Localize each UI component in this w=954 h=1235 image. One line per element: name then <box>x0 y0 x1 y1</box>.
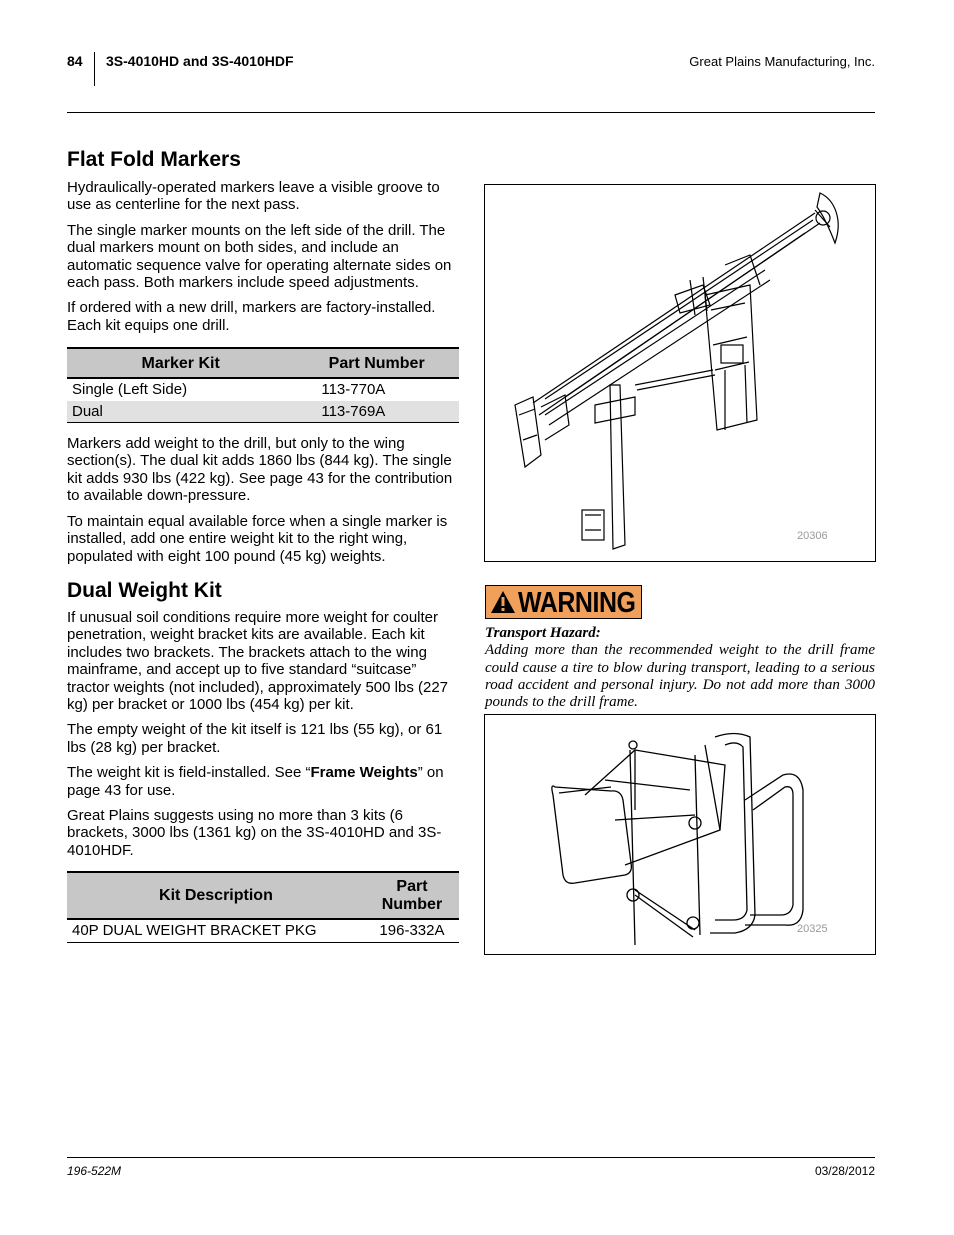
warning-triangle-icon <box>490 590 516 614</box>
text-run: ” on page 43 for use. <box>67 764 444 799</box>
table-header-part-number <box>365 872 459 919</box>
table-header-part-number: Part Number <box>294 348 459 378</box>
cross-reference-link[interactable]: Frame Weights <box>310 764 418 782</box>
marker-kit-table <box>67 347 459 423</box>
header-divider <box>94 52 95 86</box>
table-cell: Dual <box>67 401 294 423</box>
weight-bracket-drawing <box>485 715 875 954</box>
table-row <box>67 378 459 400</box>
header-text: Part Number <box>381 877 443 913</box>
dual-weight-section <box>67 579 459 943</box>
company-name: Great Plains Manufacturing, Inc. <box>689 54 875 69</box>
paragraph <box>67 764 459 799</box>
table-cell: Single (Left Side) <box>72 381 188 399</box>
document-number: 196-522M <box>67 1164 122 1178</box>
table-cell: 113-770A <box>321 381 386 399</box>
table-cell: 196-332A <box>365 919 459 942</box>
figure-id: 20325 <box>797 923 828 935</box>
table-header-marker-kit: Marker Kit <box>67 348 294 378</box>
paragraph: If unusual soil conditions require more weight for coulter penetration, weight bracket kits are available. Each kit includes two brackets. The brackets attach to the wing mainframe, and accept up to five standard “suitcase” tractor weights (not included), approximately 500 lbs (227 kg) per bracket or 1000 lbs (454 kg) per kit. <box>67 609 449 714</box>
table-cell: 40P DUAL WEIGHT BRACKET PKG <box>67 919 365 942</box>
flat-fold-section <box>67 148 459 565</box>
paragraph: The single marker mounts on the left side of the drill. The dual markers mount on both sides, and include an automatic sequence valve for operating alternate sides on each pass. Both markers include speed adjustments. <box>67 221 452 292</box>
paragraph: The empty weight of the kit itself is 121 lbs (55 kg), or 61 lbs (28 kg) per bracket. <box>67 721 443 756</box>
paragraph: Markers add weight to the drill, but only to the wing section(s). The dual kit adds 1860 lbs (844 kg). The single kit adds 930 lbs (422 kg). See page 43 for the contribution to available down-pressure. <box>67 435 453 505</box>
table-row <box>67 401 459 423</box>
figure-id: 20306 <box>797 530 828 542</box>
paragraph: If ordered with a new drill, markers are factory-installed. Each kit equips one drill. <box>67 299 436 334</box>
marker-drawing <box>485 185 875 561</box>
weight-kit-table <box>67 871 459 942</box>
table-cell: 113-769A <box>294 401 459 423</box>
document-title: 3S-4010HD and 3S-4010HDF <box>106 53 294 69</box>
weight-bracket-illustration <box>484 714 876 955</box>
footer-rule <box>67 1157 875 1158</box>
warning-message <box>485 625 875 711</box>
table-header-kit-description: Kit Description <box>67 872 365 919</box>
warning-title: Transport Hazard: <box>485 625 601 641</box>
revision-date: 03/28/2012 <box>814 1164 875 1178</box>
text-run: The weight kit is field-installed. See “ <box>67 764 311 782</box>
page-number: 84 <box>67 53 83 69</box>
paragraph: Hydraulically-operated markers leave a visible groove to use as centerline for the next pass. <box>67 179 440 214</box>
warning-label: WARNING <box>518 587 636 619</box>
section-heading-dual-weight: Dual Weight Kit <box>67 579 222 602</box>
table-row <box>67 919 459 942</box>
marker-illustration <box>484 184 876 562</box>
warning-body: Adding more than the recommended weight to the drill frame could cause a tire to blow during transport, leading to a serious road accident and personal injury. Do not add more than 3000 pounds to the drill frame. <box>485 642 875 711</box>
header-rule <box>67 112 875 113</box>
section-heading-flat-fold: Flat Fold Markers <box>67 148 241 171</box>
paragraph: To maintain equal available force when a single marker is installed, add one entire weight kit to the right wing, populated with eight 100 pound (45 kg) weights. <box>67 512 448 565</box>
paragraph: Great Plains suggests using no more than 3 kits (6 brackets, 3000 lbs (1361 kg) on the 3S-4010HD and 3S-4010HDF. <box>67 807 442 859</box>
